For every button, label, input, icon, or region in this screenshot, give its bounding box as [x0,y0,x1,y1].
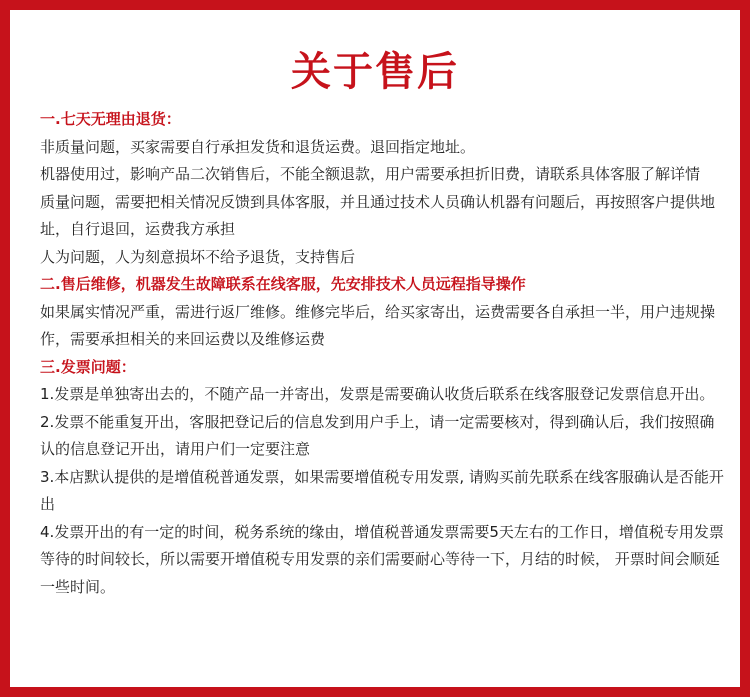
returns-paragraph-1: 非质量问题，买家需要自行承担发货和退货运费。退回指定地址。 [40,137,476,156]
repair-paragraph-1: 如果属实情况严重，需进行返厂维修。维修完毕后，给买家寄出，运费需要各自承担一半，用户违规操作，需要承担相关的来回运费以及维修运费 [40,302,716,348]
invoice-paragraph-2: 2.发票不能重复开出，客服把登记后的信息发到用户手上，请一定需要核对，得到确认后，我们按照确认的信息登记开出，请用户们一定要注意 [40,412,715,458]
returns-paragraph-4: 人为问题，人为刻意损坏不给予退货，支持售后 [40,247,356,266]
invoice-paragraph-4: 4.发票开出的有一定的时间，税务系统的缘由，增值税普通发票需要5天左右的工作日，增值税专用发票等待的时间较长，所以需要开增值税专用发票的亲们需要耐心等待一下，月结的时候， 开票时间会顺延一些时间。 [40,522,724,596]
section-heading-repair: 二.售后维修，机器发生故障联系在线客服，先安排技术人员远程指导操作 [40,275,526,293]
invoice-paragraph-1: 1.发票是单独寄出去的，不随产品一并寄出，发票是需要确认收货后联系在线客服登记发票信息开出。 [40,385,715,403]
after-sales-card [10,10,740,687]
section-heading-returns: 一.七天无理由退货： [40,110,181,128]
section-heading-invoice: 三.发票问题： [40,357,136,376]
invoice-paragraph-3: 3.本店默认提供的是增值税普通发票，如果需要增值税专用发票, 请购买前先联系在线客服确认是否能开出 [40,467,724,513]
returns-paragraph-3: 质量问题，需要把相关情况反馈到具体客服，并且通过技术人员确认机器有问题后，再按照客户提供地址，自行退回，运费我方承担 [40,192,716,238]
page-title: 关于售后 [291,49,459,95]
policy-content [40,106,728,601]
returns-paragraph-2: 机器使用过，影响产品二次销售后，不能全额退款，用户需要承担折旧费，请联系具体客服了解详情 [40,165,701,183]
